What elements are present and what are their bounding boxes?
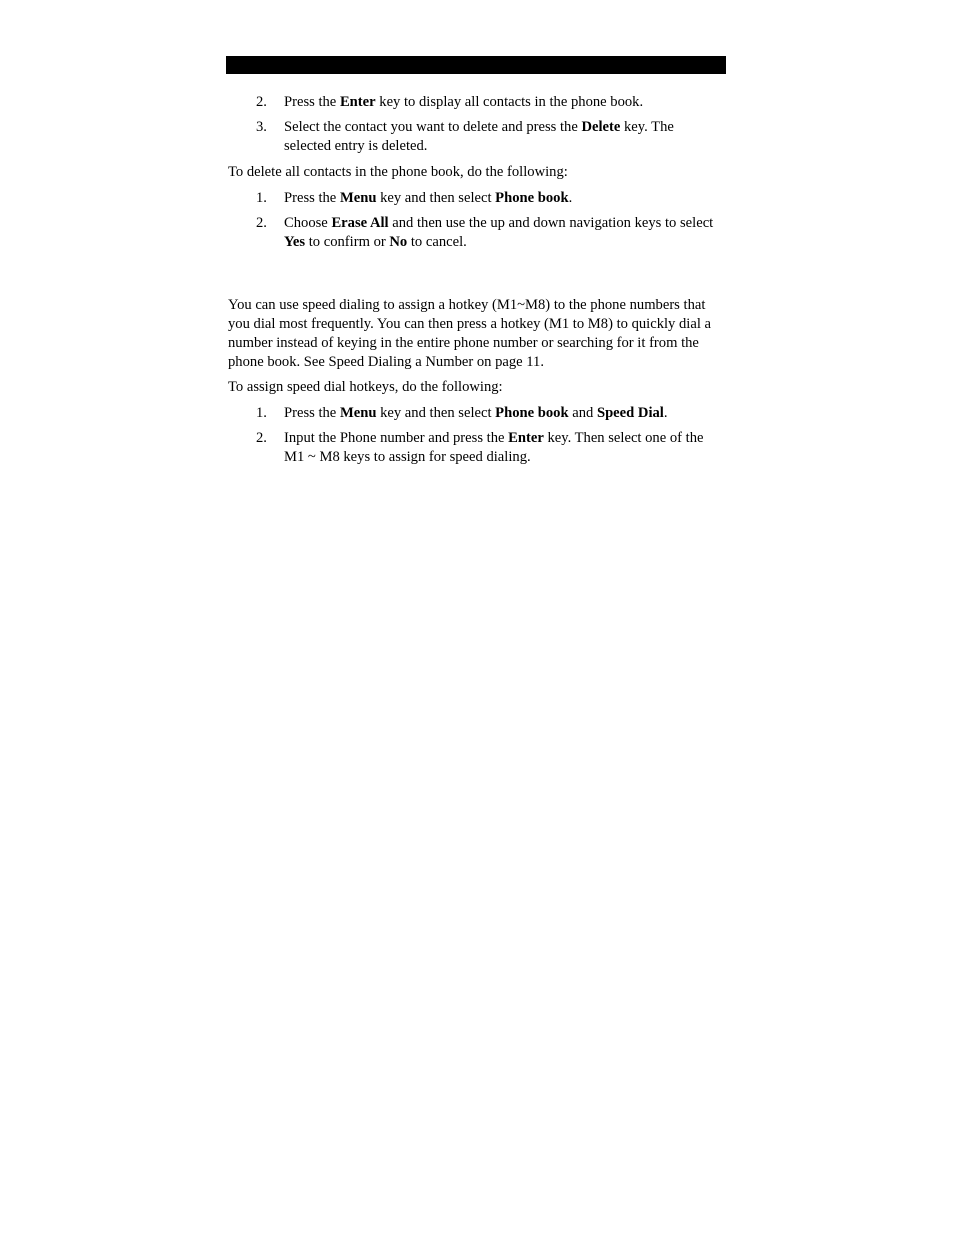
text-run: . [663, 405, 668, 421]
text-run: to confirm or [305, 234, 390, 250]
text-run: Press the [284, 190, 340, 206]
list-item [284, 189, 724, 208]
bold-term: Enter [339, 94, 376, 110]
text-run: Input the Phone number and press the [284, 430, 509, 446]
bold-term: Yes [284, 234, 306, 250]
header-bar [226, 56, 726, 74]
text-run: Press the [284, 94, 340, 110]
text-run: . [568, 190, 573, 206]
list-number: 3. [256, 119, 267, 135]
list-number: 1. [256, 190, 267, 206]
text-run: key. Then select one of the M1 ~ M8 keys to assign for speed dialing. [284, 430, 704, 465]
list-item [284, 429, 724, 467]
text-run: key and then select [376, 405, 496, 421]
list-item [284, 93, 724, 112]
intro-delete-all: To delete all contacts in the phone book, do the following: [228, 164, 568, 180]
text-run: and then use the up and down navigation keys to select [388, 215, 714, 231]
bold-term: Menu [339, 190, 377, 206]
list-number: 2. [256, 430, 267, 446]
list-item [284, 404, 724, 423]
list-item [284, 214, 724, 252]
text-run: to cancel. [407, 234, 467, 250]
text-run: Choose [284, 215, 332, 231]
list-number: 2. [256, 215, 267, 231]
text-run: and [568, 405, 597, 421]
intro-speed-dial: To assign speed dial hotkeys, do the following: [228, 379, 503, 395]
bold-term: Speed Dial [596, 405, 664, 421]
list-item [284, 118, 724, 156]
text-run: key. The selected entry is deleted. [284, 119, 674, 154]
text-run: Press the [284, 405, 340, 421]
list-number: 2. [256, 94, 267, 110]
bold-term: Phone book [495, 190, 569, 206]
bold-term: Delete [581, 119, 621, 135]
bold-term: Erase All [331, 215, 389, 231]
text-run: Select the contact you want to delete and press the [284, 119, 582, 135]
text-run: key and then select [376, 190, 496, 206]
bold-term: Phone book [495, 405, 569, 421]
bold-term: Enter [508, 430, 544, 446]
text-run: key to display all contacts in the phone book. [375, 94, 644, 110]
bold-term: Menu [339, 405, 377, 421]
bold-term: No [389, 234, 408, 250]
speed-dial-paragraph: You can use speed dialing to assign a hotkey (M1~M8) to the phone numbers that you dial most frequently. You can then press a hotkey (M1 to M8) to quickly dial a number instead of keying in the entire phone number or searching for it from the phone book. See Speed Dialing a Number on page 11. [228, 297, 712, 370]
list-number: 1. [256, 405, 267, 421]
